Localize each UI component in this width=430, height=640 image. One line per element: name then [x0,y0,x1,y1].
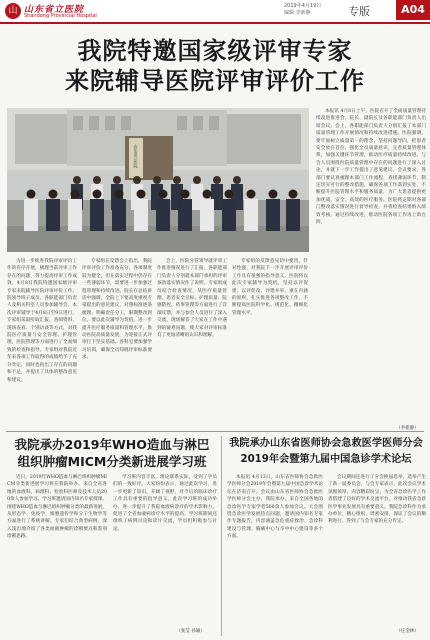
article3-column-2 [328,474,426,626]
article3-column-1-text: 本报讯 4月13日，山东省医师协会急救医学医师分会2019年会暨第九届中国急诊学术论坛在济南召开。会议由山东省医师协会急救医学医师分会主办，我院承办。来自全国各地的急诊医学专家学者500余人参加会议。大会围绕急诊医学发展热点问题，邀请国内知名专家作专题报告，内容涵盖急危重症救治、急诊科建设与管理、胸痛中心与卒中中心建设等多个方面。 [227,475,323,540]
lead-headline-line2: 来院辅导医院评审评价工作 [65,67,365,95]
article3-title-line2: 2019年会暨第九届中国急诊学术论坛 [240,454,412,465]
article2-column-1 [7,474,107,634]
lead-column-1-text: 为进一步推进我院评审评价工作的有序开展，梳理当前评审工作存在的问题，努力提高评审工作成效，4月8日我院特邀国家级评审专家来院辅导医院评审评价工作。院领导班子成员、各职能部门负责人及相关科室人员参加辅导会。本次评审辅导于4月8日至9日进行，专家组采取听取汇报、查阅资料、现场查看、个别访谈等方式，对我院医疗质量与安全管理、护理管理、医院管理等方面进行了全面细致的检查和指导。专家组对我院近年来各项工作取得的成绩给予了充分肯定，同时也指出了存在的问题和不足，并提出了具体的整改意见和建议。 [7,259,77,383]
article2-byline: （张莹 孙颖） [176,629,206,634]
lead-side-text: 本报讯 4月8日上午，医院召开了全面质量管理持续改进推进会。院长、副院长及各职能部门负责人出席会议。会上，各职能部门负责人分别汇报了本部门质量管理工作开展情况和持续改进措施。医院强调，要牢固树立质量第一的理念，坚持问题导向，把患者安全放在首位，强化全员质量意识，完善质量管理体系，加强关键环节管理，推动医疗质量持续改进。与会人员围绕医院质量管理中存在的问题进行了深入讨论，并就下一步工作提出了意见建议。会议要求，各部门要认真梳理本部门工作流程，查找薄弱环节，制定切实可行的整改措施，确保各项工作落到实处，不断提升医院管理水平和服务质量，为广大患者提供更加优质、安全、高效的医疗服务。医院将定期对各部门整改落实情况进行督导检查，并将检查结果纳入绩效考核。通过持续改进，推动医院各项工作再上新台阶。 [316,109,426,226]
column-divider [221,436,222,636]
logo-english-name: Shandong Provincial Hospital [24,13,97,19]
group-photo [7,108,309,252]
lead-column-2-text: 专家组在反馈会上指出，我院评审评价工作准备充分，各项制度较为健全，但在落实过程中仍存在一些薄弱环节，需要进一步加强过程管理和持续改进。院长在总结讲话中强调，全院上下要高度重视专家提出的意见建议，对照标准逐条梳理，明确责任分工，限期整改到位。要以此次辅导为契机，进一步提升医疗服务质量和管理水平，推动医院高质量发展，为迎接正式评审打下坚实基础。各科室要加强学习培训，确保全员知晓评审标准要求。 [82,259,152,361]
article2-column-1-text: 近日，2019年WHO造血与淋巴组织肿瘤MICM分类新进展学习班在我院举办。来自全省各地的血液科、病理科、检验科医师及技术人员200余人参加学习。学习班邀请国内知名专家授课，围绕WHO造血与淋巴组织肿瘤分类的最新进展，从形态学、免疫学、细胞遗传学和分子生物学等方面进行了系统讲解。专家们结合典型病例，深入浅出地介绍了各类血液肿瘤的诊断要点和鉴别诊断思路。 [7,475,107,540]
hospital-emblem-icon: 山 [5,3,21,19]
issue-date: 2019年4月19日 [284,3,322,9]
lead-headline [0,36,430,96]
section-divider [6,431,424,432]
lead-column-4-text: 专家组的反馈意见切中要害，针对性强，对我院下一步开展评审评价工作具有很强的指导意义。医院将以此次专家辅导为契机，坚持以评促建、以评促改、评建并举、重在内涵的原则，扎实推进各项整改工作，不断提高医院科学化、规范化、精细化管理水平。 [232,259,308,316]
lead-column-1 [7,258,77,424]
editor-credit: 编辑 李新静 [284,10,311,16]
lead-column-3 [157,258,227,424]
article3-title-line1: 我院承办山东省医师协会急救医学医师分会 [229,438,423,449]
page-number: A04 [396,0,430,20]
article3-column-2-text: 会议期间还进行了分会换届选举，选举产生了新一届委员会。与会专家表示，此次会议学术氛围浓厚，内容精彩纷呈，为全省急诊医学工作者搭建了良好的学术交流平台，对推动我省急诊医学事业发展具有重要意义。我院急诊科作为承办单位，精心组织，周密安排，保证了会议的顺利进行，得到了与会专家的充分肯定。 [328,475,426,525]
hospital-logo [5,2,101,20]
lead-column-2 [82,258,152,424]
masthead [0,0,430,24]
lead-side-column [316,108,426,424]
section-label: 专版 [348,5,370,18]
group-photo-illustration [7,108,309,252]
lead-column-4 [232,258,308,424]
article3-byline: （任金林） [396,629,419,634]
lead-column-3-text: 会上，医院分管领导就评审工作推进情况进行了汇报，各职能部门负责人分别就本部门承担的评审条款落实情况作了说明。专家组成员结合检查情况，从医疗质量管理、患者安全目标、护理质量、院感防控、药事管理等方面进行了详细反馈，并与参会人员进行了深入交流，现场解答了大家在工作中遇到的疑难问题，使大家对评审标准有了更加清晰的认识和理解。 [157,259,227,339]
article2-title-line1: 我院承办2019年WHO造血与淋巴 [14,437,210,452]
article3-title [224,436,428,468]
article3-column-1 [227,474,323,634]
article2-title-line2: 组织肿瘤MICM分类新进展学习班 [17,454,207,469]
article2-column-2 [113,474,217,626]
photo-banner-text: 山东省立医院 [133,144,139,168]
issue-info [284,3,344,17]
lead-byline: （李新静） [396,426,419,431]
article2-column-2-text: 学习班内容丰富，理论联系实际，受到了学员们的一致好评。大家纷纷表示，通过此次学习，进一步更新了知识，开阔了视野，对今后的临床诊疗工作具有重要的指导意义。此次学习班的成功举办，进一步提升了我院血液病诊疗的学术影响力，促进了全省血液病诊疗水平的提高。学习班期间还组织了病例讨论和读片交流，学员们积极参与讨论。 [113,475,217,532]
logo-chinese-name: 山东省立医院 [24,5,85,15]
article2-title [6,436,218,470]
lead-headline-line1: 我院特邀国家级评审专家 [77,37,353,65]
